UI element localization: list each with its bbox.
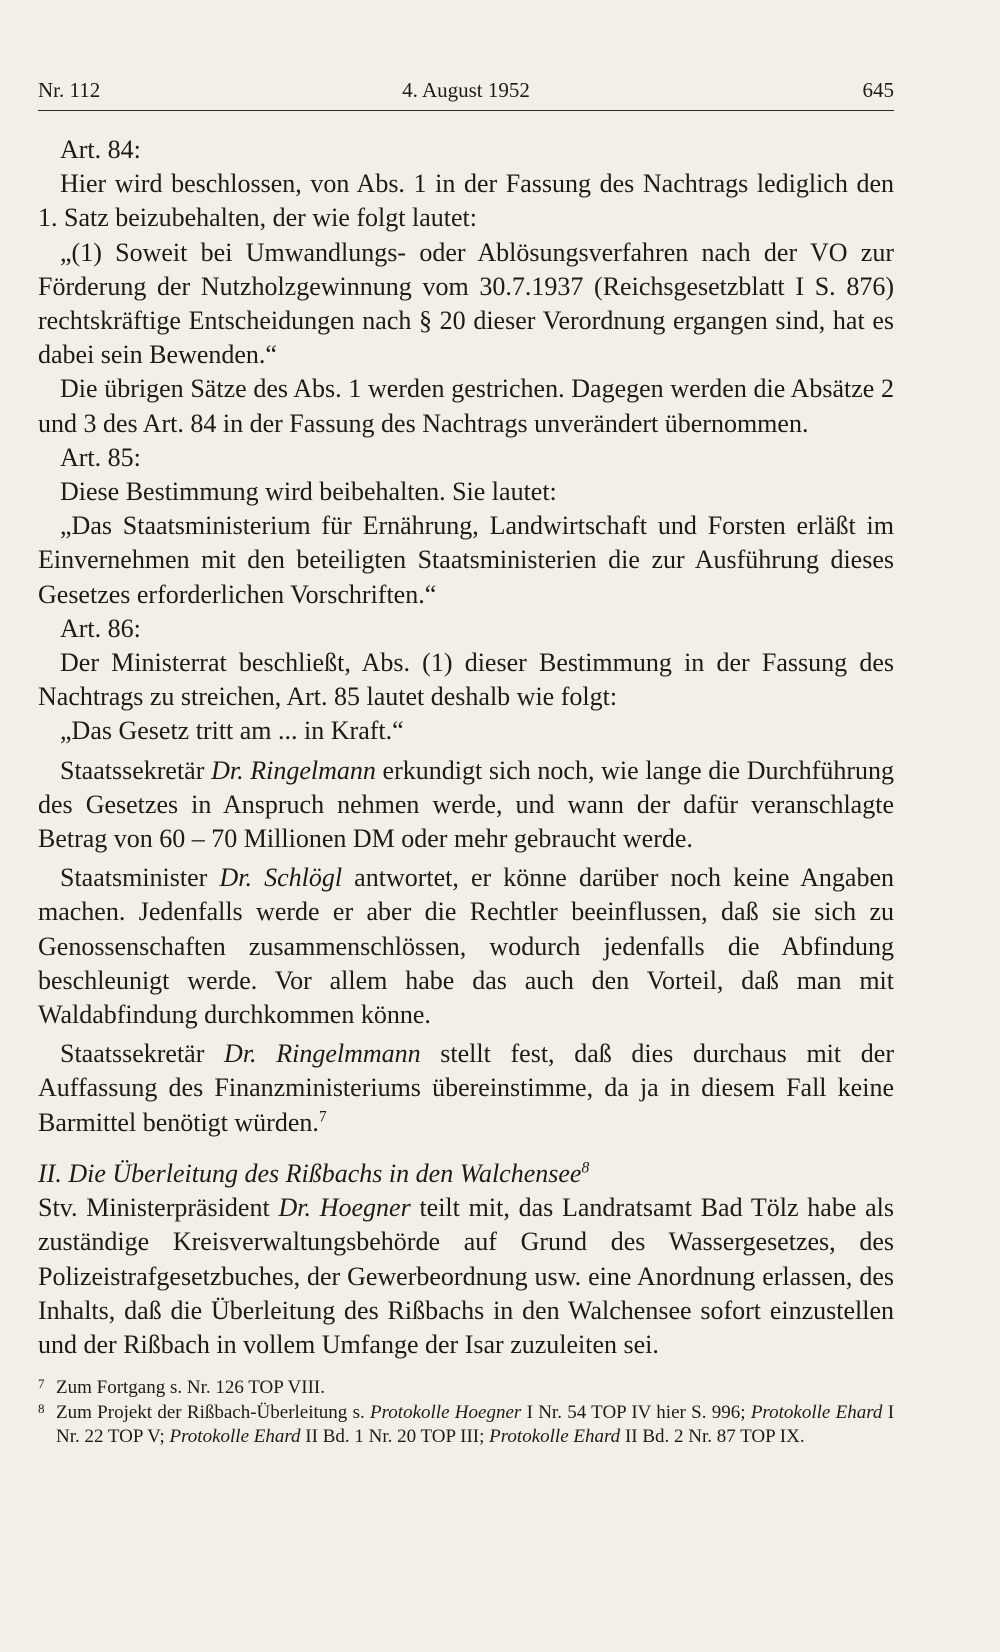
paragraph <box>38 754 894 857</box>
footnote-text: I Nr. 54 TOP IV hier S. 996; <box>521 1401 751 1423</box>
article-label: Art. 86: <box>60 613 141 643</box>
heading-text: II. Die Überleitung des Rißbachs in den Walchensee <box>38 1158 582 1188</box>
footnote-text: Zum Fortgang s. Nr. 126 TOP VIII. <box>56 1377 325 1398</box>
citation-title: Protokolle Ehard <box>169 1426 301 1447</box>
page-header <box>38 70 894 111</box>
paragraph: Die übrigen Sätze des Abs. 1 werden gestrichen. Dagegen werden die Absätze 2 und 3 des Art. 84 in der Fassung des Nachtrags unverändert übernommen. <box>38 374 894 438</box>
footnote <box>38 1376 894 1401</box>
footnotes <box>38 1376 894 1450</box>
footnote-text: I Nr. 22 TOP V; <box>56 1401 895 1447</box>
text: Stv. Ministerpräsident <box>38 1193 279 1223</box>
paragraph <box>38 1037 894 1140</box>
article-label: Art. 85: <box>60 442 141 472</box>
text: teilt mit, das Landratsamt Bad Tölz habe als zuständige Kreisverwaltungsbehörde auf Grund des Wassergesetzes, des Polizeistrafgesetzbuches, der Gewerbeordnung usw. eine Anordnung erlassen, des Inhalts, daß die Überleitung des Rißbachs in den Walchensee sofort einzustellen und der Rißbach in vollem Umfange der Isar zuzuleiten sei. <box>38 1193 894 1359</box>
paragraph <box>38 861 894 1032</box>
text: stellt fest, daß dies durchaus mit der Auffassung des Finanzministeriums übereinstimme, da ja in diesem Fall keine Barmittel benötigt würden. <box>38 1039 894 1137</box>
quote-paragraph: „Das Staatsministerium für Ernährung, Landwirtschaft und Forsten erläßt im Einvernehmen mit den beteiligten Staatsministerien die zur Ausführung dieses Gesetzes erforderlichen Vorschriften.“ <box>38 511 894 609</box>
text: Staatsminister <box>60 863 220 893</box>
text: antwortet, er könne darüber noch keine Angaben machen. Jedenfalls werde er aber die Rechtler beeinflussen, daß sie sich zu Genossenschaften zusammenschlössen, wodurch jedenfalls die Abfindung beschleunigt werde. Vor allem habe das auch den Vorteil, daß man mit Waldabfindung durchkommen könne. <box>38 863 894 1030</box>
speaker-name: Dr. Ringelmmann <box>224 1039 421 1069</box>
main-text <box>38 133 894 1362</box>
footnote-mark: 8 <box>38 1400 45 1416</box>
text: Staatssekretär <box>60 1039 225 1069</box>
footnote-ref[interactable]: 7 <box>318 1108 327 1126</box>
paragraph: Hier wird beschlossen, von Abs. 1 in der Fassung des Nachtrags lediglich den 1. Satz beizubehalten, der wie folgt lautet: <box>38 169 894 233</box>
document-number: Nr. 112 <box>38 78 101 102</box>
speaker-name: Dr. Schlögl <box>219 863 343 893</box>
session-date: 4. August 1952 <box>402 78 530 102</box>
article-label: Art. 84: <box>60 135 141 164</box>
citation-title: Protokolle Hoegner <box>370 1401 522 1423</box>
paragraph: Der Ministerrat beschließt, Abs. (1) dieser Bestimmung in der Fassung des Nachtrags zu streichen, Art. 85 lautet deshalb wie folgt: <box>38 648 894 712</box>
footnote-ref[interactable]: 8 <box>581 1159 590 1177</box>
quote-paragraph: „Das Gesetz tritt am ... in Kraft.“ <box>60 716 404 746</box>
speaker-name: Dr. Hoegner <box>278 1193 411 1223</box>
footnote-text: II Bd. 1 Nr. 20 TOP III; <box>300 1426 490 1447</box>
footnote <box>38 1401 894 1450</box>
paragraph <box>38 1191 894 1362</box>
footnote-text: II Bd. 2 Nr. 87 TOP IX. <box>620 1426 805 1447</box>
page-number: 645 <box>862 78 894 102</box>
section-heading <box>38 1157 894 1191</box>
text: erkundigt sich noch, wie lange die Durchführung des Gesetzes in Anspruch nehmen werde, und wann der dafür veranschlagte Betrag von 60 – 70 Millionen DM oder mehr gebraucht werde. <box>38 755 894 854</box>
footnote-text: Zum Projekt der Rißbach-Überleitung s. <box>56 1401 371 1423</box>
speaker-name: Dr. Ringelmann <box>211 755 376 785</box>
footnote-mark: 7 <box>38 1376 45 1391</box>
citation-title: Protokolle Ehard <box>489 1426 621 1447</box>
citation-title: Protokolle Ehard <box>750 1401 883 1423</box>
text: Staatssekretär <box>60 755 212 785</box>
paragraph: Diese Bestimmung wird beibehalten. Sie lautet: <box>60 477 557 507</box>
quote-paragraph: „(1) Soweit bei Umwandlungs- oder Ablösungsverfahren nach der VO zur Förderung der Nutzholzgewinnung vom 30.7.1937 (Reichsgesetzblatt I S. 876) rechtskräftige Entscheidungen nach § 20 dieser Verordnung ergangen sind, hat es dabei sein Bewenden.“ <box>38 237 894 370</box>
